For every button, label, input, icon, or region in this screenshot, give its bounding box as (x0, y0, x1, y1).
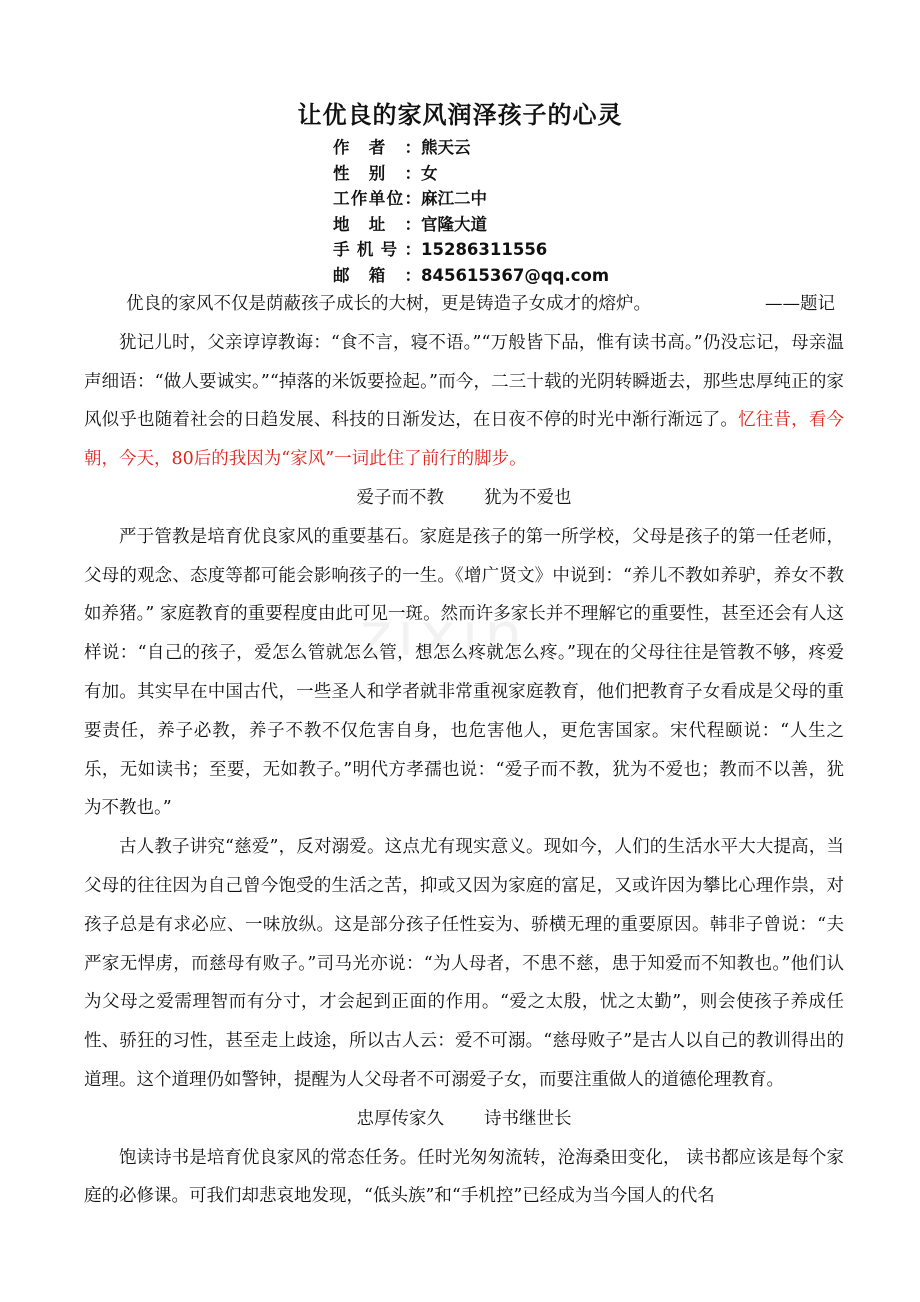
phone-value: 15286311556 (421, 240, 548, 259)
section1-heading-left: 爱子而不教 (356, 487, 444, 508)
intro-highlight: 忆往昔，看今朝，今天，80后的我因为“家风”一词此住了前行的脚步。 (84, 410, 845, 470)
section2-heading-left: 忠厚传家久 (356, 1108, 444, 1129)
phone-row (333, 237, 733, 263)
page-title: 让优良的家风润泽孩子的心灵 (297, 101, 623, 129)
workplace-row (333, 186, 733, 212)
gender-label: 性别： (333, 163, 421, 183)
epigraph-credit: ——题记 (765, 294, 835, 314)
intro-text: 犹记儿时，父亲谆谆教诲：“食不言，寝不语。”“万般皆下品，惟有读书高。”仍没忘记，母亲温声细语：“做人要诚实。”“掉落的米饭要捡起。”而今，二三十载的光阴转瞬逝去，那些忠厚纯正的家风似乎也随着社会的日趋发展、科技的日渐发达，在日夜不停的时光中渐行渐远了。 (84, 332, 844, 431)
section1-paragraph-1: 严于管教是培育优良家风的重要基石。家庭是孩子的第一所学校，父母是孩子的第一任老师，父母的观念、态度等都可能会影响孩子的一生。《增广贤文》中说到：“养儿不教如养驴，养女不教如养猪。” 家庭教育的重要程度由此可见一斑。然而许多家长并不理解它的重要性，甚至还会有人这样说：“自己的孩子，爱怎么管就怎么管，想怎么疼就怎么疼。”现在的父母往往是管教不够，疼爱有加。其实早在中国古代，一些圣人和学者就非常重视家庭教育，他们把教育子女看成是父母的重要责任，养子必教，养子不教不仅危害自身，也危害他人，更危害国家。宋代程颐说：“人生之乐，无如读书；至要，无如教子。”明代方孝孺也说：“爱子而不教，犹为不爱也；教而不以善，犹为不教也。” (84, 526, 844, 819)
intro-paragraph (84, 324, 844, 479)
workplace-label: 工作单位： (333, 189, 421, 208)
phone-label: 手机号： (333, 240, 421, 259)
email-value: 845615367@qq.com (421, 265, 610, 285)
section-heading-2 (84, 1100, 844, 1139)
section2-heading-right: 诗书继世长 (484, 1108, 572, 1129)
author-row (333, 135, 733, 161)
workplace-value: 麻江二中 (421, 189, 487, 208)
author-label: 作者： (333, 138, 421, 157)
author-value: 熊天云 (421, 138, 471, 157)
section2-paragraph-1: 饱读诗书是培育优良家风的常态任务。任时光匆匆流转，沧海桑田变化， 读书都应该是每个家庭的必修课。可我们却悲哀地发现，“低头族”和“手机控”已经成为当今国人的代名 (84, 1147, 844, 1207)
address-row (333, 212, 733, 238)
address-label: 地址： (333, 214, 421, 234)
watermark: zixin (360, 600, 529, 670)
section1-paragraph-2: 古人教子讲究“慈爱”，反对溺爱。这点尤有现实意义。现如今，人们的生活水平大大提高，当父母的往往因为自己曾今饱受的生活之苦，抑或又因为家庭的富足，又或许因为攀比心理作祟，对孩子总是有求必应、一味放纵。这是部分孩子任性妄为、骄横无理的重要原因。韩非子曾说：“夫严家无悍虏，而慈母有败子。”司马光亦说：“为人母者，不患不慈，患于知爱而不知教也。”他们认为父母之爱需理智而有分寸，才会起到正面的作用。“爱之太殷，忧之太勤”，则会使孩子养成任性、骄狂的习性，甚至走上歧途，所以古人云：爱不可溺。“慈母败子”是古人以自己的教训得出的道理。这个道理仍如警钟，提醒为人父母者不可溺爱子女，而要注重做人的道德伦理教育。 (84, 837, 844, 1090)
gender-row (333, 161, 733, 187)
author-info (333, 135, 733, 288)
address-value: 官隆大道 (421, 214, 487, 234)
epigraph-text: 优良的家风不仅是荫蔽孩子成长的大树，更是铸造子女成才的熔炉。 (126, 294, 651, 314)
section-heading-1 (84, 479, 844, 518)
epigraph (84, 285, 844, 324)
article-body (84, 285, 844, 1216)
gender-value: 女 (421, 163, 438, 183)
email-label: 邮箱： (333, 265, 421, 285)
section1-heading-right: 犹为不爱也 (484, 487, 572, 508)
